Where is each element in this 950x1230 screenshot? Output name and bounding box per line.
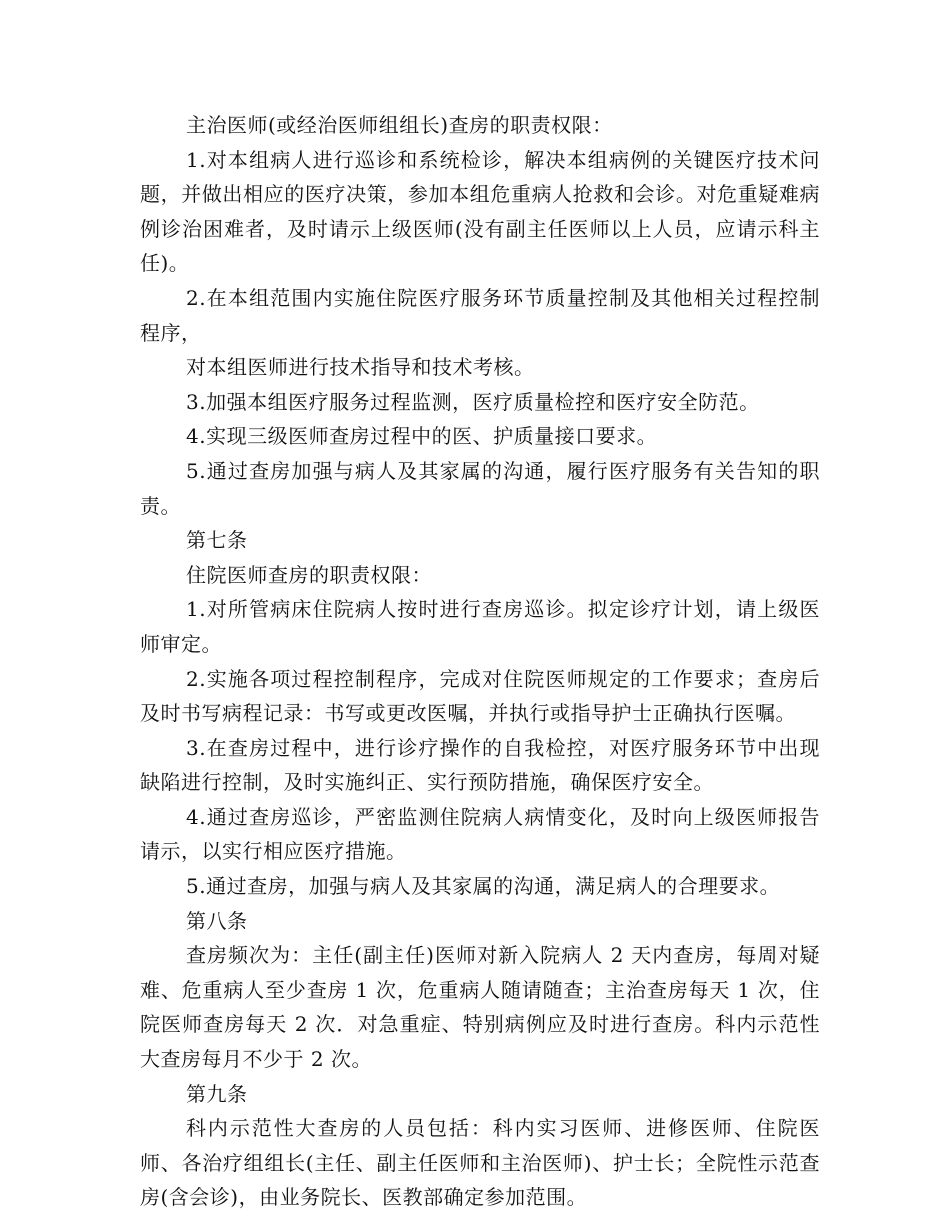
paragraph-attending-item-3: 3.加强本组医疗服务过程监测，医疗质量检控和医疗安全防范。 (186, 389, 760, 414)
paragraph-attending-item-1: 1.对本组病人进行巡诊和系统检诊，解决本组病例的关键医疗技术问题，并做出相应的医疗决策，参加本组危重病人抢救和会诊。对危重疑难病例诊治困难者，及时请示上级医师(没有副主任医师以上人员，应请示科主任)。 (140, 147, 820, 276)
paragraph-attending-item-5: 5.通过查房加强与病人及其家属的沟通，履行医疗服务有关告知的职责。 (140, 458, 820, 518)
paragraph-attending-duties-heading: 主治医师(或经治医师组组长)查房的职责权限： (186, 113, 613, 137)
paragraph-attending-item-2: 2.在本组范围内实施住院医疗服务环节质量控制及其他相关过程控制程序， (140, 285, 820, 345)
article-9-heading: 第九条 (186, 1081, 248, 1106)
paragraph-resident-item-5: 5.通过查房，加强与病人及其家属的沟通，满足病人的合理要求。 (186, 874, 781, 899)
paragraph-rounds-frequency: 查房频次为：主任(副主任)医师对新入院病人 2 天内查房，每周对疑难、危重病人至少查房 1 次，危重病人随请随查；主治查房每天 1 次，住院医师查房每天 2 次．对急重症、特别病例应及时进行查房。科内示范性大查房每月不少于 2 次。 (140, 943, 820, 1072)
document-body (140, 108, 820, 1215)
paragraph-resident-duties-heading: 住院医师查房的职责权限： (186, 562, 432, 587)
paragraph-attending-item-4: 4.实现三级医师查房过程中的医、护质量接口要求。 (186, 424, 658, 449)
paragraph-attending-item-2-cont: 对本组医师进行技术指导和技术考核。 (186, 355, 535, 380)
article-7-heading: 第七条 (186, 528, 248, 553)
paragraph-resident-item-4: 4.通过查房巡诊，严密监测住院病人病情变化，及时向上级医师报告请示，以实行相应医疗措施。 (140, 804, 820, 864)
paragraph-rounds-participants: 科内示范性大查房的人员包括：科内实习医师、进修医师、住院医师、各治疗组组长(主任、副主任医师和主治医师)、护士长；全院性示范查房(含会诊)，由业务院长、医教部确定参加范围。 (140, 1116, 820, 1210)
paragraph-resident-item-3: 3.在查房过程中，进行诊疗操作的自我检控，对医疗服务环节中出现缺陷进行控制，及时实施纠正、实行预防措施，确保医疗安全。 (140, 735, 820, 795)
paragraph-resident-item-1: 1.对所管病床住院病人按时进行查房巡诊。拟定诊疗计划，请上级医师审定。 (140, 597, 820, 656)
paragraph-resident-item-2: 2.实施各项过程控制程序，完成对住院医师规定的工作要求；查房后及时书写病程记录：书写或更改医嘱，并执行或指导护士正确执行医嘱。 (140, 666, 820, 726)
article-8-heading: 第八条 (186, 908, 248, 933)
